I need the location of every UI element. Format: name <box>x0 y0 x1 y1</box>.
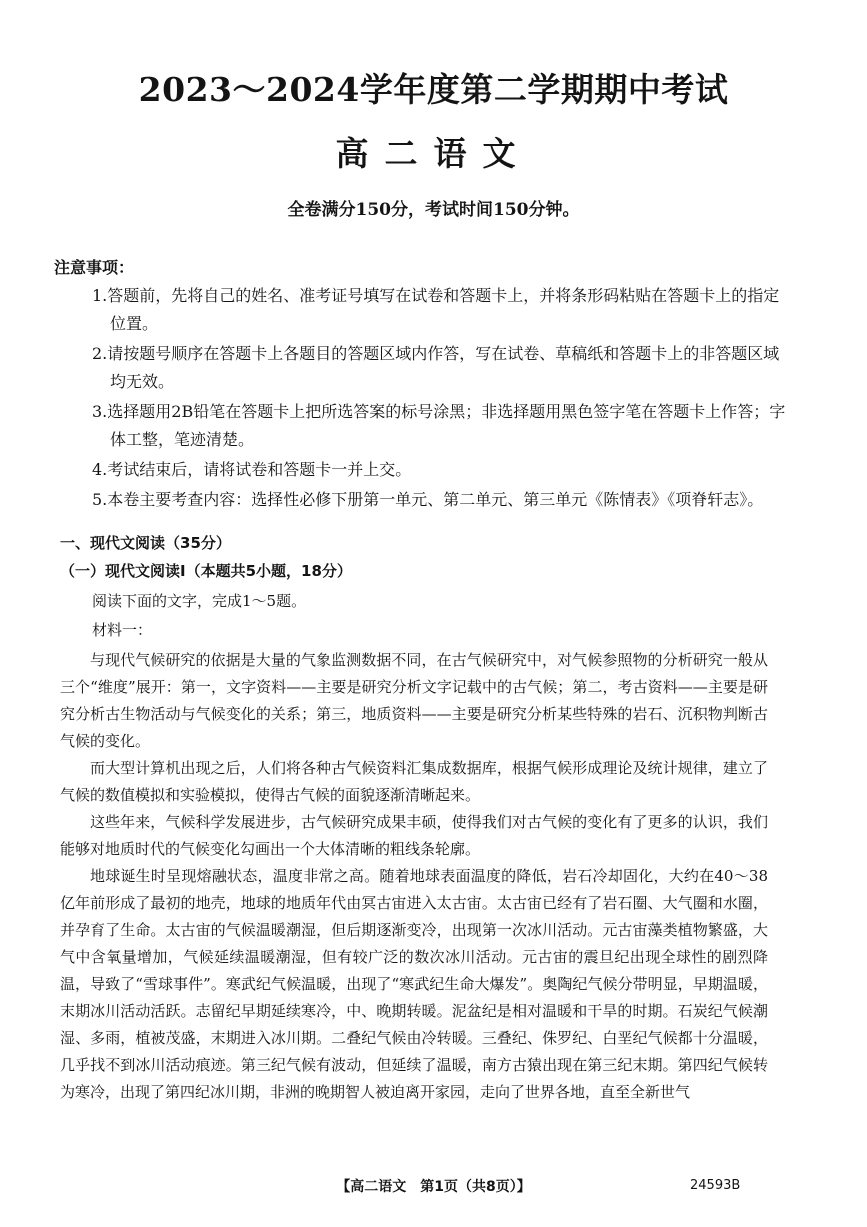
body-paragraph: 这些年来，气候科学发展进步，古气候研究成果丰硕，使得我们对古气候的变化有了更多的认识，我们能够对地质时代的气候变化勾画出一个大体清晰的粗线条轮廓。 <box>60 813 768 858</box>
note-item: 1.答题前，先将自己的姓名、准考证号填写在试卷和答题卡上，并将条形码粘贴在答题卡上的指定位置。 <box>92 286 780 333</box>
exam-meta: 全卷满分150分，考试时间150分钟。 <box>287 200 580 220</box>
subject-title: 高二语文 <box>335 134 532 173</box>
reading-instruction: 阅读下面的文字，完成1～5题。 <box>92 592 307 610</box>
page-footer: 【高二语文 第1页（共8页）】 <box>336 1179 531 1195</box>
paper-code: 24593B <box>690 1178 741 1193</box>
note-item: 5.本卷主要考查内容：选择性必修下册第一单元、第二单元、第三单元《陈情表》《项脊轩志》。 <box>92 490 764 509</box>
body-paragraph: 而大型计算机出现之后，人们将各种古气候资料汇集成数据库，根据气候形成理论及统计规律，建立了气候的数值模拟和实验模拟，使得古气候的面貌逐渐清晰起来。 <box>60 759 768 804</box>
note-item: 3.选择题用2B铅笔在答题卡上把所选答案的标号涂黑；非选择题用黑色签字笔在答题卡上作答；字体工整，笔迹清楚。 <box>92 402 786 449</box>
section-heading: 一、现代文阅读（35分） <box>60 534 231 552</box>
material-label: 材料一： <box>92 621 153 639</box>
notes-list <box>92 282 792 516</box>
body-paragraph: 与现代气候研究的依据是大量的气象监测数据不同，在古气候研究中，对气候参照物的分析研究一般从三个“维度”展开：第一，文字资料——主要是研究分析文字记载中的古气候；第二，考古资料——主要是研究分析古生物活动与气候变化的关系；第三，地质资料——主要是研究分析某些特殊的岩石、沉积物判断古气候的变化。 <box>60 651 768 750</box>
subsection-heading: （一）现代文阅读Ⅰ（本题共5小题，18分） <box>60 562 352 580</box>
notes-heading: 注意事项： <box>54 258 135 277</box>
note-item: 2.请按题号顺序在答题卡上各题目的答题区域内作答，写在试卷、草稿纸和答题卡上的非答题区域均无效。 <box>92 344 780 391</box>
body-paragraph: 地球诞生时呈现熔融状态，温度非常之高。随着地球表面温度的降低，岩石冷却固化，大约在40～38亿年前形成了最初的地壳，地球的地质年代由冥古宙进入太古宙。太古宙已经有了岩石圈、大气圈和水圈，并孕育了生命。太古宙的气候温暖潮湿，但后期逐渐变冷，出现第一次冰川活动。元古宙藻类植物繁盛，大气中含氧量增加，气候延续温暖潮湿，但有较广泛的数次冰川活动。元古宙的震旦纪出现全球性的剧烈降温，导致了“雪球事件”。寒武纪气候温暖，出现了“寒武纪生命大爆发”。奥陶纪气候分带明显，早期温暖，末期冰川活动活跃。志留纪早期延续寒冷，中、晚期转暖。泥盆纪是相对温暖和干旱的时期。石炭纪气候潮湿、多雨，植被茂盛，末期进入冰川期。二叠纪气候由冷转暖。三叠纪、侏罗纪、白垩纪气候都十分温暖，几乎找不到冰川活动痕迹。第三纪气候有波动，但延续了温暖，南方古猿出现在第三纪末期。第四纪气候转为寒冷，出现了第四纪冰川期，非洲的晚期智人被迫离开家园，走向了世界各地，直至全新世气 <box>60 867 768 1101</box>
note-item: 4.考试结束后，请将试卷和答题卡一并上交。 <box>92 460 412 479</box>
material-body <box>60 647 768 1106</box>
exam-title: 2023～2024学年度第二学期期中考试 <box>138 70 729 109</box>
